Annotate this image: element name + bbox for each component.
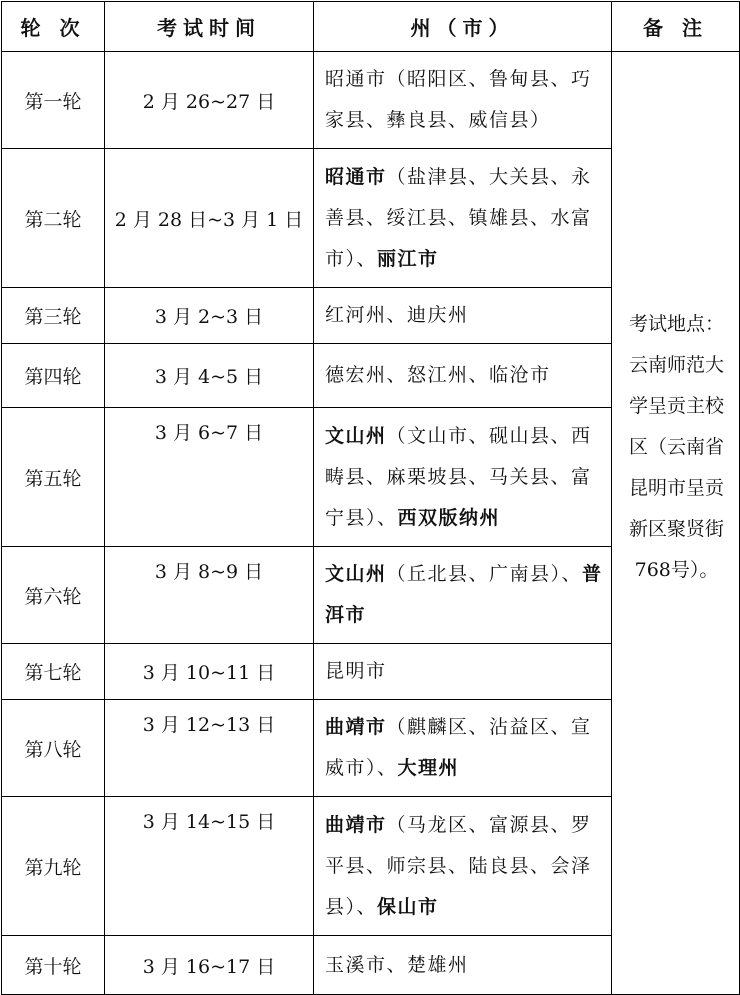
time-cell: 3 月 16~17 日 (105, 936, 314, 995)
region-city-bold: 西双版纳州 (397, 506, 501, 529)
region-text: （盐津县、大关县、永善县、绥江县、镇雄县、水富市）、 (325, 165, 592, 270)
header-note: 备 注 (612, 2, 740, 52)
time-cell: 2 月 28 日~3 月 1 日 (105, 149, 314, 288)
region-city-bold: 曲靖市 (325, 813, 387, 836)
region-text: 德宏州、怒江州、临沧市 (325, 364, 551, 386)
region-city-bold: 丽江市 (377, 247, 439, 270)
time-cell: 2 月 26~27 日 (105, 52, 314, 149)
region-text: （文山市、砚山县、西畴县、麻栗坡县、马关县、富宁县）、 (325, 424, 592, 529)
region-text: （丘北县、广南县）、 (386, 563, 583, 585)
region-cell (314, 936, 612, 995)
time-cell: 3 月 6~7 日 (105, 408, 314, 547)
round-cell: 第一轮 (2, 52, 105, 149)
round-cell: 第四轮 (2, 344, 105, 408)
round-cell: 第九轮 (2, 797, 105, 936)
round-cell: 第五轮 (2, 408, 105, 547)
header-region: 州（市） (314, 2, 612, 52)
region-cell (314, 149, 612, 288)
region-cell (314, 547, 612, 644)
region-cell (314, 644, 612, 700)
region-city-bold: 普洱市 (325, 563, 603, 626)
region-cell (314, 408, 612, 547)
region-text: （麒麟区、沾益区、宣威市）、 (325, 716, 592, 779)
time-cell: 3 月 2~3 日 (105, 288, 314, 344)
exam-schedule-table (1, 1, 740, 995)
region-cell (314, 344, 612, 408)
region-city-bold: 文山州 (325, 424, 387, 447)
region-text: 红河州、迪庆州 (325, 304, 469, 326)
region-text: 昆明市 (325, 660, 387, 682)
round-cell: 第十轮 (2, 936, 105, 995)
round-cell: 第八轮 (2, 700, 105, 797)
region-city-bold: 曲靖市 (325, 716, 387, 738)
region-cell (314, 52, 612, 149)
region-text: （马龙区、富源县、罗平县、师宗县、陆良县、会泽县）、 (325, 813, 592, 918)
region-city-bold: 文山州 (325, 563, 387, 585)
region-text: 昭通市（昭阳区、鲁甸县、巧家县、彝良县、威信县） (325, 68, 592, 131)
time-cell: 3 月 4~5 日 (105, 344, 314, 408)
round-cell: 第三轮 (2, 288, 105, 344)
region-city-bold: 保山市 (377, 895, 439, 918)
time-cell: 3 月 10~11 日 (105, 644, 314, 700)
header-row (2, 2, 740, 52)
region-cell (314, 797, 612, 936)
region-cell (314, 700, 612, 797)
region-city-bold: 大理州 (397, 757, 460, 779)
round-cell: 第六轮 (2, 547, 105, 644)
note-cell: 考试地点：云南师范大学呈贡主校区（云南省昆明市呈贡新区聚贤街768号）。 (612, 52, 740, 995)
region-cell (314, 288, 612, 344)
time-cell: 3 月 8~9 日 (105, 547, 314, 644)
region-text: 玉溪市、楚雄州 (325, 953, 469, 976)
round-cell: 第二轮 (2, 149, 105, 288)
time-cell: 3 月 12~13 日 (105, 700, 314, 797)
time-cell: 3 月 14~15 日 (105, 797, 314, 936)
round-cell: 第七轮 (2, 644, 105, 700)
header-time: 考试时间 (105, 2, 314, 52)
header-round: 轮 次 (2, 2, 105, 52)
region-city-bold: 昭通市 (325, 165, 387, 188)
table-row (2, 52, 740, 149)
